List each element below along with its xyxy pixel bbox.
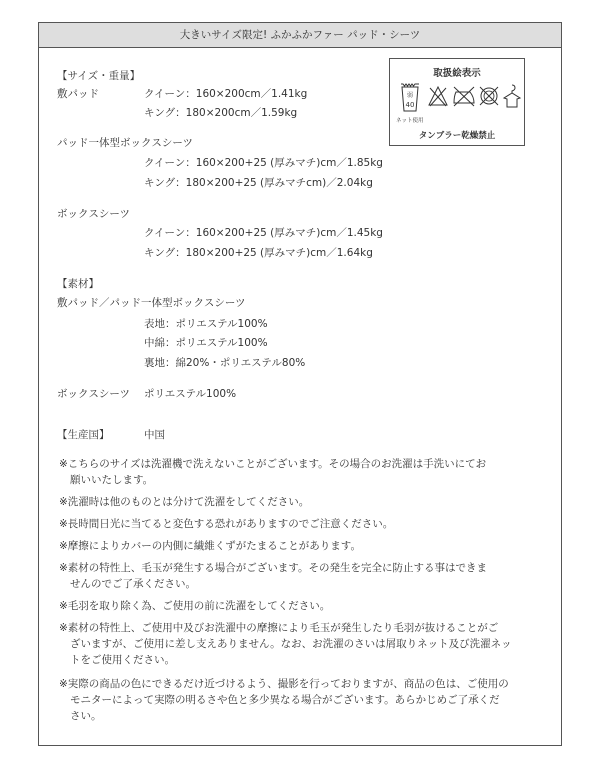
box-king-spec: キング：180×200+25 (厚みマチ)cm／1.64kg — [144, 247, 373, 259]
note-line: ※洗濯時は他のものとは分けて洗濯をしてください。 — [59, 496, 310, 508]
pad-queen-spec: クイーン：160×200cm／1.41kg — [144, 88, 308, 100]
spec-sheet — [38, 22, 562, 746]
note-line: さい。 — [70, 710, 102, 722]
box-label: ボックスシーツ — [57, 208, 130, 220]
no-dry-clean-icon — [478, 85, 500, 107]
tumble-dry-prohibited-label: タンブラー乾燥禁止 — [418, 131, 496, 141]
note-line: ざいますが、ご使用に差し支えありません。なお、お洗濯のさいは屑取りネット及び洗濯ネッ — [70, 638, 512, 650]
net-use-label: ネット使用 — [396, 118, 424, 124]
note-item — [59, 676, 551, 724]
note-item — [59, 494, 551, 510]
material-box-value: ポリエステル100% — [144, 388, 237, 400]
pad-label: 敷パッド — [57, 88, 99, 100]
material-back: 裏地：綿20%・ポリエステル80% — [144, 357, 306, 369]
box-pad-label: パッド一体型ボックスシーツ — [57, 137, 193, 149]
note-item — [59, 598, 551, 614]
material-heading: 【素材】 — [57, 278, 99, 290]
note-line: モニターによって実際の明るさや色と多少異なる場合がございます。あらかじめご了承くだ — [70, 694, 500, 706]
material-filling: 中綿：ポリエステル100% — [144, 337, 268, 349]
box-pad-king-spec: キング：180×200+25 (厚みマチcm)／2.04kg — [144, 177, 373, 189]
note-line: ※実際の商品の色にできるだけ近づけるよう、撮影を行っておりますが、商品の色は、ご使用の — [59, 678, 509, 690]
note-line: せんのでご了承ください。 — [70, 578, 196, 590]
origin-value: 中国 — [144, 429, 165, 441]
material-surface: 表地：ポリエステル100% — [144, 318, 268, 330]
size-weight-heading: 【サイズ・重量】 — [57, 70, 141, 82]
no-bleach-icon — [427, 85, 449, 107]
hang-dry-icon — [502, 83, 522, 109]
note-item — [59, 538, 551, 554]
note-item — [59, 560, 551, 592]
note-line: ※摩擦によりカバーの内側に繊維くずがたまることがあります。 — [59, 540, 361, 552]
note-item — [59, 516, 551, 532]
origin-heading: 【生産国】 — [57, 429, 110, 441]
note-line: ※素材の特性上、毛玉が発生する場合がございます。その発生を完全に防止する事はできま — [59, 562, 487, 574]
note-line: トをご使用ください。 — [70, 654, 175, 666]
note-item — [59, 620, 551, 668]
note-line: ※こちらのサイズは洗濯機で洗えないことがございます。その場合のお洗濯は手洗いにてお — [59, 458, 487, 470]
page-title: 大きいサイズ限定! ふかふかファー パッド・シーツ — [39, 23, 561, 48]
material-box-label: ボックスシーツ — [57, 388, 130, 400]
note-line: ※長時間日光に当てると変色する恐れがありますのでご注意ください。 — [59, 518, 394, 530]
note-line: 願いいたします。 — [70, 474, 154, 486]
note-item — [59, 456, 551, 488]
hand-wash-40-icon — [400, 81, 420, 115]
note-line: ※素材の特性上、ご使用中及びお洗濯中の摩擦により毛玉が発生したり毛羽が抜けることがご — [59, 622, 499, 634]
pad-king-spec: キング：180×200cm／1.59kg — [144, 107, 298, 119]
svg-text:弱: 弱 — [406, 92, 414, 99]
box-pad-queen-spec: クイーン：160×200+25 (厚みマチ)cm／1.85kg — [144, 157, 383, 169]
box-queen-spec: クイーン：160×200+25 (厚みマチ)cm／1.45kg — [144, 227, 383, 239]
material-pad-label: 敷パッド／パッド一体型ボックスシーツ — [57, 297, 246, 309]
svg-text:40: 40 — [405, 101, 415, 109]
no-iron-icon — [452, 85, 476, 107]
care-label-box — [389, 58, 525, 146]
note-line: ※毛羽を取り除く為、ご使用の前に洗濯をしてください。 — [59, 600, 331, 612]
care-title: 取扱絵表示 — [433, 68, 481, 79]
